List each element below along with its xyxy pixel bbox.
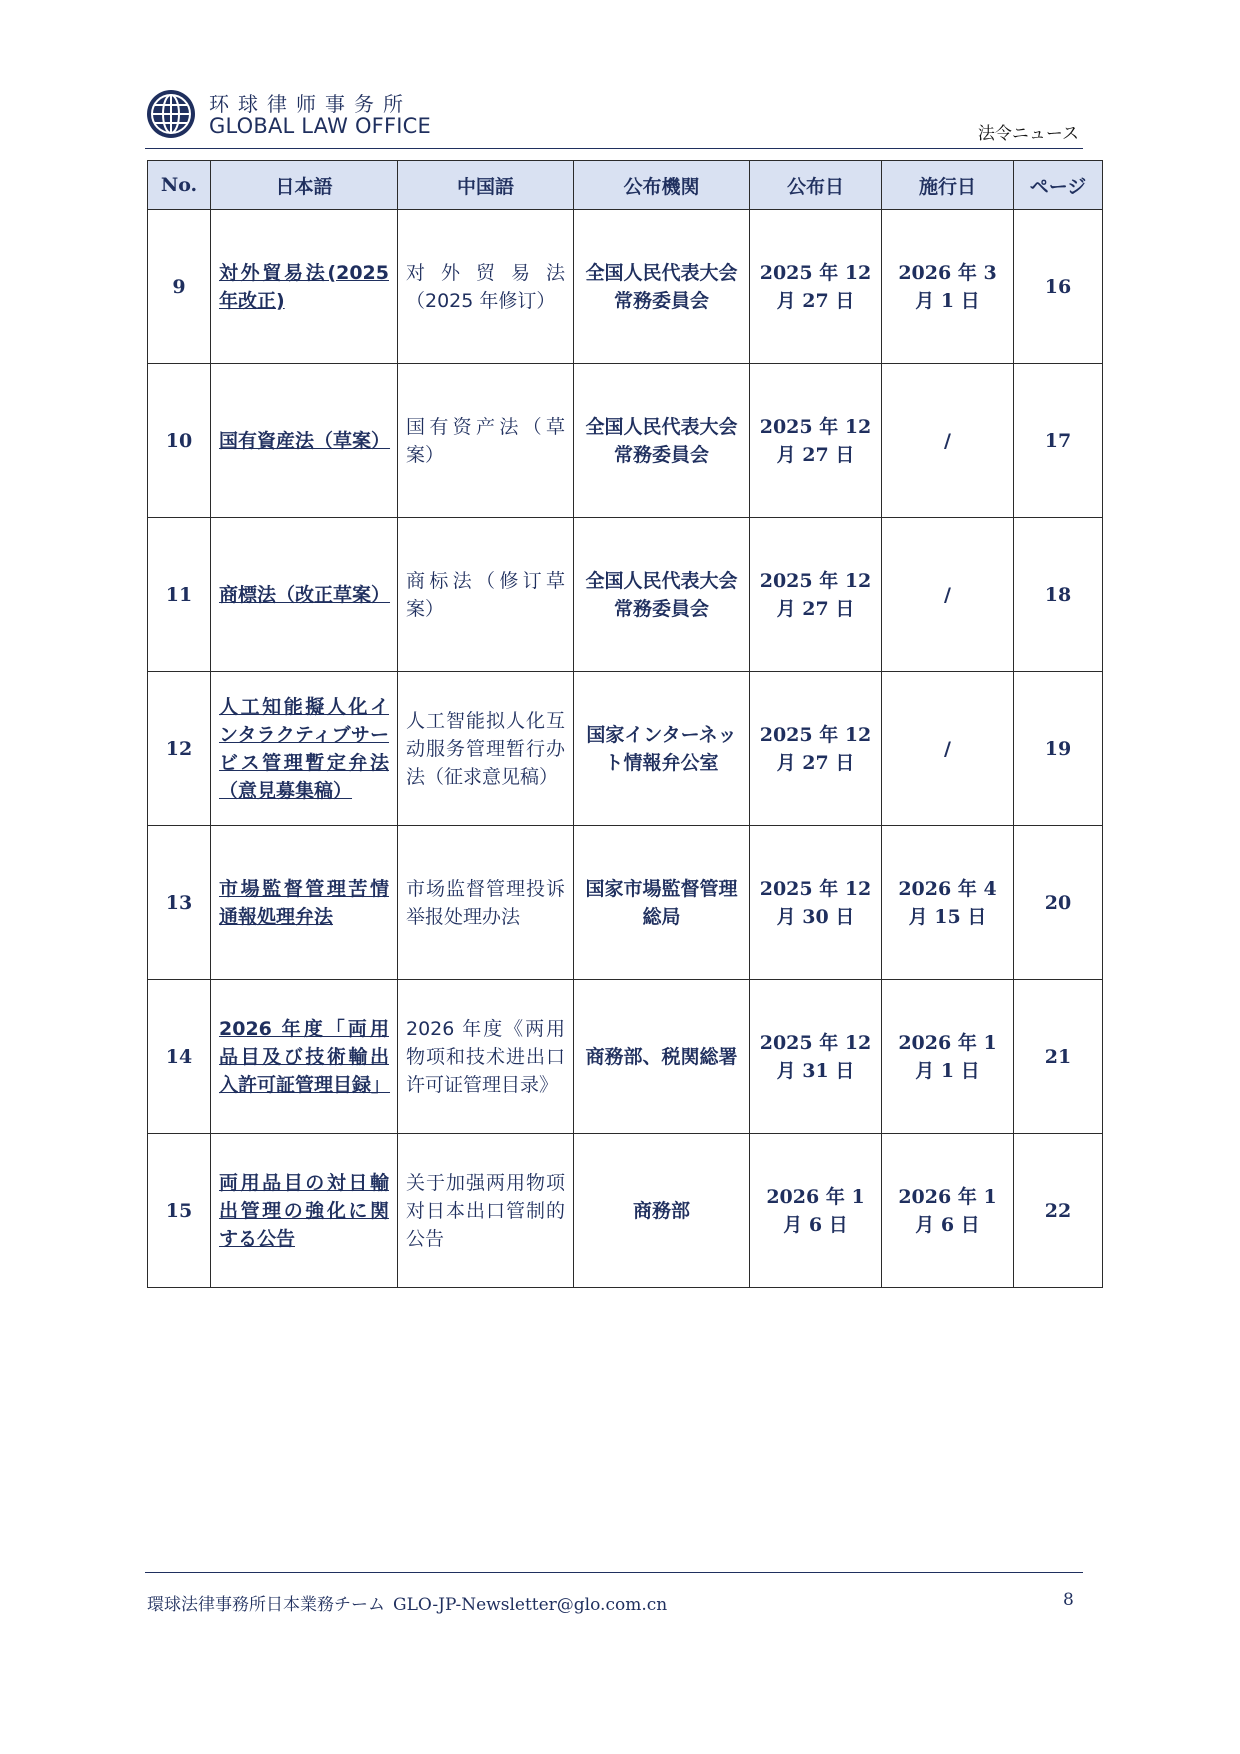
publication-date: 2025 年 12 月 27 日 <box>750 518 882 672</box>
publication-date: 2025 年 12 月 27 日 <box>750 210 882 364</box>
table-row <box>148 1134 1103 1288</box>
page-ref: 19 <box>1014 672 1103 826</box>
chinese-title: 对外贸易法（2025 年修订） <box>398 210 574 364</box>
issuing-body: 全国人民代表大会常務委員会 <box>574 364 750 518</box>
header-effective-date: 施行日 <box>882 161 1014 210</box>
publication-date: 2025 年 12 月 31 日 <box>750 980 882 1134</box>
law-list-table <box>147 160 1103 1288</box>
japanese-title-link[interactable]: 国有資産法（草案） <box>211 364 398 518</box>
table-row <box>148 826 1103 980</box>
row-number: 13 <box>148 826 211 980</box>
japanese-title-link[interactable]: 2026 年度「両用品目及び技術輸出入許可証管理目録」 <box>211 980 398 1134</box>
issuing-body: 国家インターネット情報弁公室 <box>574 672 750 826</box>
page-number: 8 <box>1063 1590 1074 1610</box>
chinese-title: 人工智能拟人化互动服务管理暂行办法（征求意见稿） <box>398 672 574 826</box>
row-number: 12 <box>148 672 211 826</box>
publication-date: 2025 年 12 月 27 日 <box>750 672 882 826</box>
footer-divider <box>145 1572 1083 1573</box>
japanese-title-link[interactable]: 対外貿易法(2025年改正) <box>211 210 398 364</box>
section-title: 法令ニュース <box>977 124 1079 144</box>
japanese-title-link[interactable]: 人工知能擬人化インタラクティブサービス管理暫定弁法（意見募集稿） <box>211 672 398 826</box>
footer-email-link[interactable]: GLO-JP-Newsletter@glo.com.cn <box>393 1595 668 1615</box>
header-chinese: 中国語 <box>398 161 574 210</box>
chinese-title: 国有资产法（草案） <box>398 364 574 518</box>
brand-name-english: GLOBAL LAW OFFICE <box>209 114 431 138</box>
effective-date: 2026 年 1 月 6 日 <box>882 1134 1014 1288</box>
publication-date: 2026 年 1 月 6 日 <box>750 1134 882 1288</box>
row-number: 9 <box>148 210 211 364</box>
page-header <box>145 82 1083 149</box>
brand-name-chinese: 环球律师事务所 <box>209 92 412 116</box>
table-row <box>148 672 1103 826</box>
chinese-title: 2026 年度《两用物项和技术进出口许可证管理目录》 <box>398 980 574 1134</box>
row-number: 15 <box>148 1134 211 1288</box>
page-ref: 17 <box>1014 364 1103 518</box>
header-issuing-body: 公布機関 <box>574 161 750 210</box>
row-number: 14 <box>148 980 211 1134</box>
table-row <box>148 518 1103 672</box>
japanese-title-link[interactable]: 両用品目の対日輸出管理の強化に関する公告 <box>211 1134 398 1288</box>
globe-icon <box>145 88 197 140</box>
row-number: 10 <box>148 364 211 518</box>
row-number: 11 <box>148 518 211 672</box>
issuing-body: 全国人民代表大会常務委員会 <box>574 210 750 364</box>
effective-date: / <box>882 364 1014 518</box>
issuing-body: 商務部 <box>574 1134 750 1288</box>
publication-date: 2025 年 12 月 27 日 <box>750 364 882 518</box>
page-ref: 21 <box>1014 980 1103 1134</box>
header-japanese: 日本語 <box>211 161 398 210</box>
table-row <box>148 210 1103 364</box>
table-header-row <box>148 161 1103 210</box>
table-row <box>148 980 1103 1134</box>
header-publication-date: 公布日 <box>750 161 882 210</box>
effective-date: / <box>882 518 1014 672</box>
page-ref: 18 <box>1014 518 1103 672</box>
footer-team: 環球法律事務所日本業務チーム <box>147 1595 385 1615</box>
effective-date: / <box>882 672 1014 826</box>
publication-date: 2025 年 12 月 30 日 <box>750 826 882 980</box>
footer <box>147 1590 667 1615</box>
issuing-body: 国家市場監督管理総局 <box>574 826 750 980</box>
effective-date: 2026 年 1 月 1 日 <box>882 980 1014 1134</box>
chinese-title: 商标法（修订草案） <box>398 518 574 672</box>
japanese-title-link[interactable]: 商標法（改正草案） <box>211 518 398 672</box>
header-page: ページ <box>1014 161 1103 210</box>
page-ref: 20 <box>1014 826 1103 980</box>
chinese-title: 关于加强两用物项对日本出口管制的公告 <box>398 1134 574 1288</box>
japanese-title-link[interactable]: 市場監督管理苦情通報処理弁法 <box>211 826 398 980</box>
table-row <box>148 364 1103 518</box>
issuing-body: 全国人民代表大会常務委員会 <box>574 518 750 672</box>
issuing-body: 商務部、税関総署 <box>574 980 750 1134</box>
effective-date: 2026 年 4 月 15 日 <box>882 826 1014 980</box>
page-ref: 16 <box>1014 210 1103 364</box>
page-ref: 22 <box>1014 1134 1103 1288</box>
chinese-title: 市场监督管理投诉举报处理办法 <box>398 826 574 980</box>
header-no: No. <box>148 161 211 210</box>
effective-date: 2026 年 3 月 1 日 <box>882 210 1014 364</box>
